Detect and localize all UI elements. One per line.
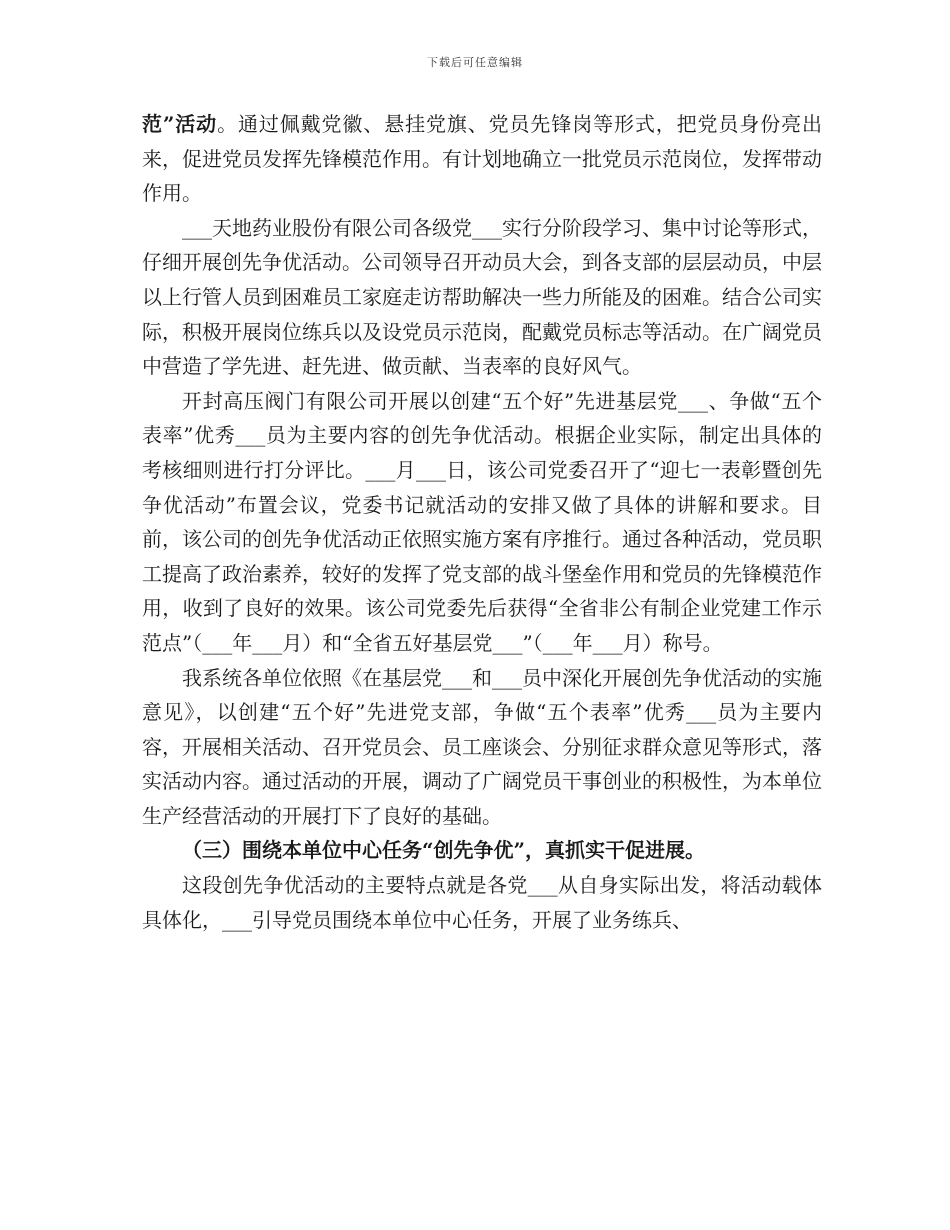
paragraph-4: 我系统各单位依照《在基层党___和___员中深化开展创先争优活动的实施意见》，以创建“五个好”先进党支部，争做“五个表率”优秀___员为主要内容，开展相关活动、召开党员会、员工座谈会、分别征求群众意见等形式，落实活动内容。通过活动的开展，调动了广阔党员干事创业的积极性，为本单位生产经营活动的开展打下了良好的基础。 [142,665,822,828]
paragraph-2: ___天地药业股份有限公司各级党___实行分阶段学习、集中讨论等形式，仔细开展创先争优活动。公司领导召开动员大会，到各支部的层层动员，中层以上行管人员到困难员工家庭走访帮助解决一些力所能及的困难。结合公司实际，积极开展岗位练兵以及设党员示范岗，配戴党员标志等活动。在广阔党员中营造了学先进、赶先进、做贡献、当表率的良好风气。 [142,215,822,379]
document-body [142,107,822,937]
paragraph-3: 开封高压阀门有限公司开展以创建“五个好”先进基层党___、争做“五个表率”优秀___员为主要内容的创先争优活动。根据企业实际，制定出具体的考核细则进行打分评比。___月___日，该公司党委召开了“迎七一表彰暨创先争优活动”布置会议，党委书记就活动的安排又做了具体的讲解和要求。目前，该公司的创先争优活动正依照实施方案有序推行。通过各种活动，党员职工提高了政治素养，较好的发挥了党支部的战斗堡垒作用和党员的先锋模范作用，收到了良好的效果。该公司党委先后获得“全省非公有制企业党建工作示范点”（___年___月）和“全省五好基层党___”（___年___月）称号。 [142,388,822,655]
section-heading-3: （三）围绕本单位中心任务“创先争优”，真抓实干促进展。 [182,838,706,863]
paragraph-1-text: 。通过佩戴党徽、悬挂党旗、党员先锋岗等形式，把党员身份亮出来，促进党员发挥先锋模范作用。有计划地确立一批党员示范岗位，发挥带动作用。 [142,112,823,206]
paragraph-5: 这段创先争优活动的主要特点就是各党___从自身实际出发，将活动载体具体化，___引导党员围绕本单位中心任务，开展了业务练兵、 [142,873,822,932]
bold-lead-text: 范”活动 [142,112,218,136]
paragraph-1 [142,107,822,211]
page-header: 下载后可任意编辑 [427,56,523,69]
